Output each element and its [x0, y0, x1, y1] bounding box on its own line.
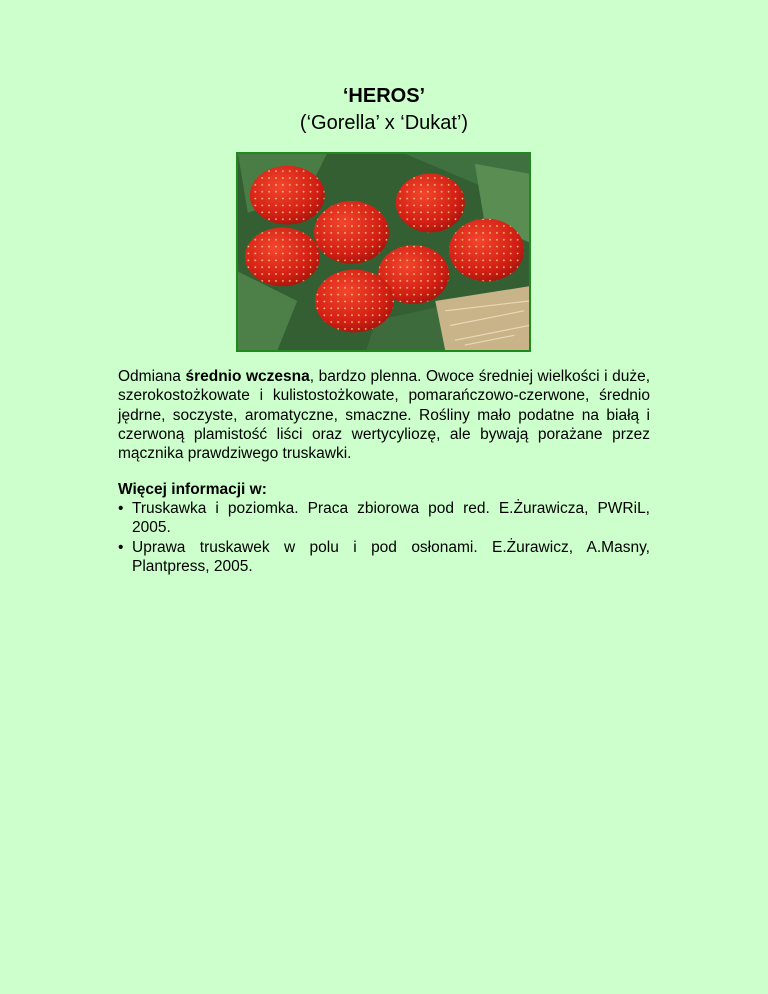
bullet-icon: • [118, 538, 124, 556]
more-info-heading: Więcej informacji w: [118, 481, 267, 498]
ripening-term: średnio wczesna [185, 368, 310, 385]
strawberry-photo [236, 152, 531, 352]
reference-item: • Uprawa truskawek w polu i pod osłonami. E.Żurawicz, A.Masny, Plantpress, 2005. [118, 538, 650, 575]
page-subtitle: (‘Gorella’ x ‘Dukat’) [299, 112, 469, 134]
reference-item: • Truskawka i poziomka. Praca zbiorowa pod red. E.Żurawicza, PWRiL, 2005. [118, 500, 650, 537]
page-title: ‘HEROS’ [342, 85, 426, 107]
variety-description: Odmiana średnio wczesna, bardzo plenna. Owoce średniej wielkości i duże, szerokostożkowate i kulistostożkowate, pomarańczowo-czerwone, średnio jędrne, soczyste, aromatyczne, smaczne. Rośliny mało podatne na białą i czerwoną plamistość liści oraz wertycyliozę, ale bywają porażane przez mącznika prawdziwego truskawki. [118, 368, 651, 463]
bullet-icon: • [118, 500, 124, 517]
reference-list [118, 499, 650, 576]
